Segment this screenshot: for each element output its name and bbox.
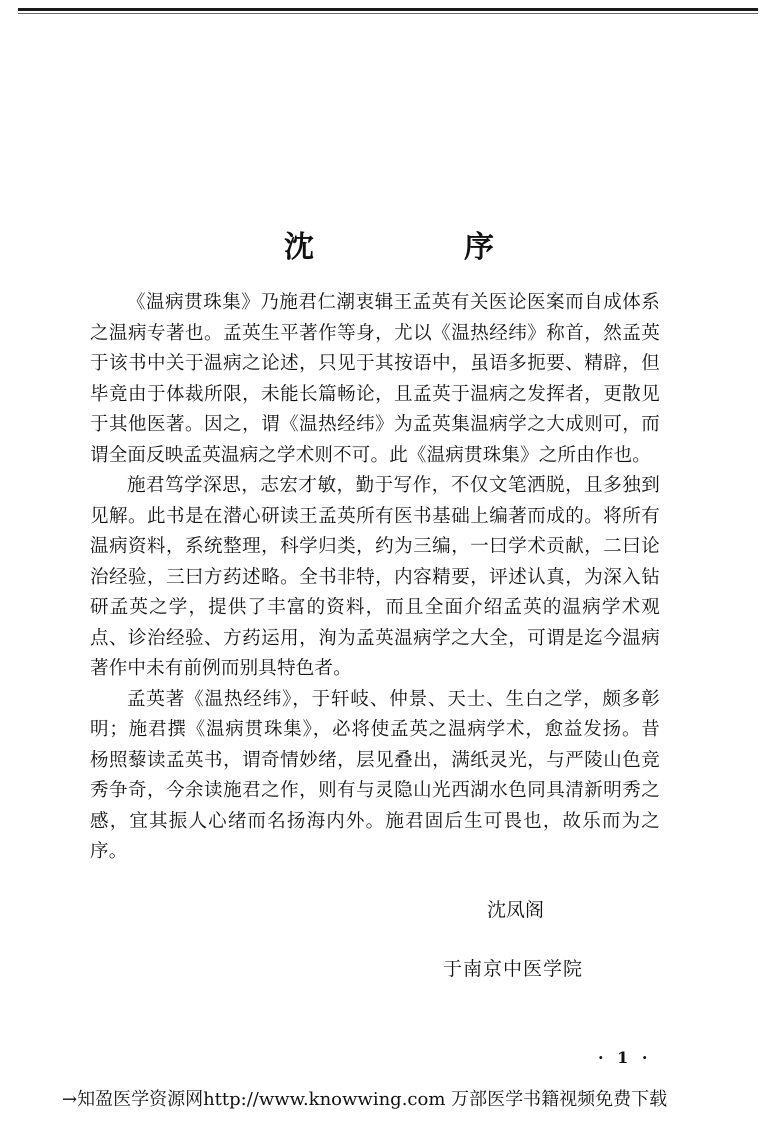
- paragraph-2: 施君笃学深思，志宏才敏，勤于写作，不仅文笔洒脱，且多独到见解。此书是在潜心研读王孟英所有医书基础上编著而成的。将所有温病资料，系统整理，科学归类，约为三编，一曰学术贡献，二曰论治经验，三曰方药述略。全书非特，内容精要，评述认真，为深入钻研孟英之学，提供了丰富的资料，而且全面介绍孟英的温病学术观点、诊治经验、方药运用，洵为孟英温病学之大全，可谓是迄今温病著作中未有前例而别具特色者。: [90, 475, 660, 679]
- top-border-rule-thin: [18, 13, 758, 14]
- paragraph-3: 孟英著《温热经纬》，于轩岐、仲景、天士、生白之学，颇多彰明；施君撰《温病贯珠集》，必将使孟英之温病学术，愈益发扬。昔杨照藜读孟英书，谓奇情妙绪，层见叠出，满纸灵光，与严陵山色竞秀争奇，今余读施君之作，则有与灵隐山光西湖水色同具清新明秀之感，宜其振人心绪而名扬海内外。施君固后生可畏也，故乐而为之序。: [90, 688, 660, 862]
- page-title: 沈 序: [284, 230, 554, 265]
- page-number: · 1 ·: [598, 1048, 652, 1067]
- top-border-rule: [18, 8, 758, 11]
- footer-watermark: →知盈医学资源网http://www.knowwing.com 万部医学书籍视频免费下载: [62, 1089, 668, 1110]
- signature-place: 于南京中医学院: [443, 958, 584, 980]
- paragraph-1: 《温病贯珠集》乃施君仁潮衷辑王孟英有关医论医案而自成体系之温病专著也。孟英生平著作等身，尤以《温热经纬》称首，然孟英于该书中关于温病之论述，只见于其按语中，虽语多扼要、精辟，但毕竟由于体裁所限，未能长篇畅论，且孟英于温病之发挥者，更散见于其他医著。因之，谓《温热经纬》为孟英集温病学之大成则可，而谓全面反映孟英温病之学术则不可。此《温病贯珠集》之所由作也。: [90, 292, 660, 466]
- preface-body: [90, 288, 660, 868]
- signature-name: 沈凤阁: [487, 899, 545, 921]
